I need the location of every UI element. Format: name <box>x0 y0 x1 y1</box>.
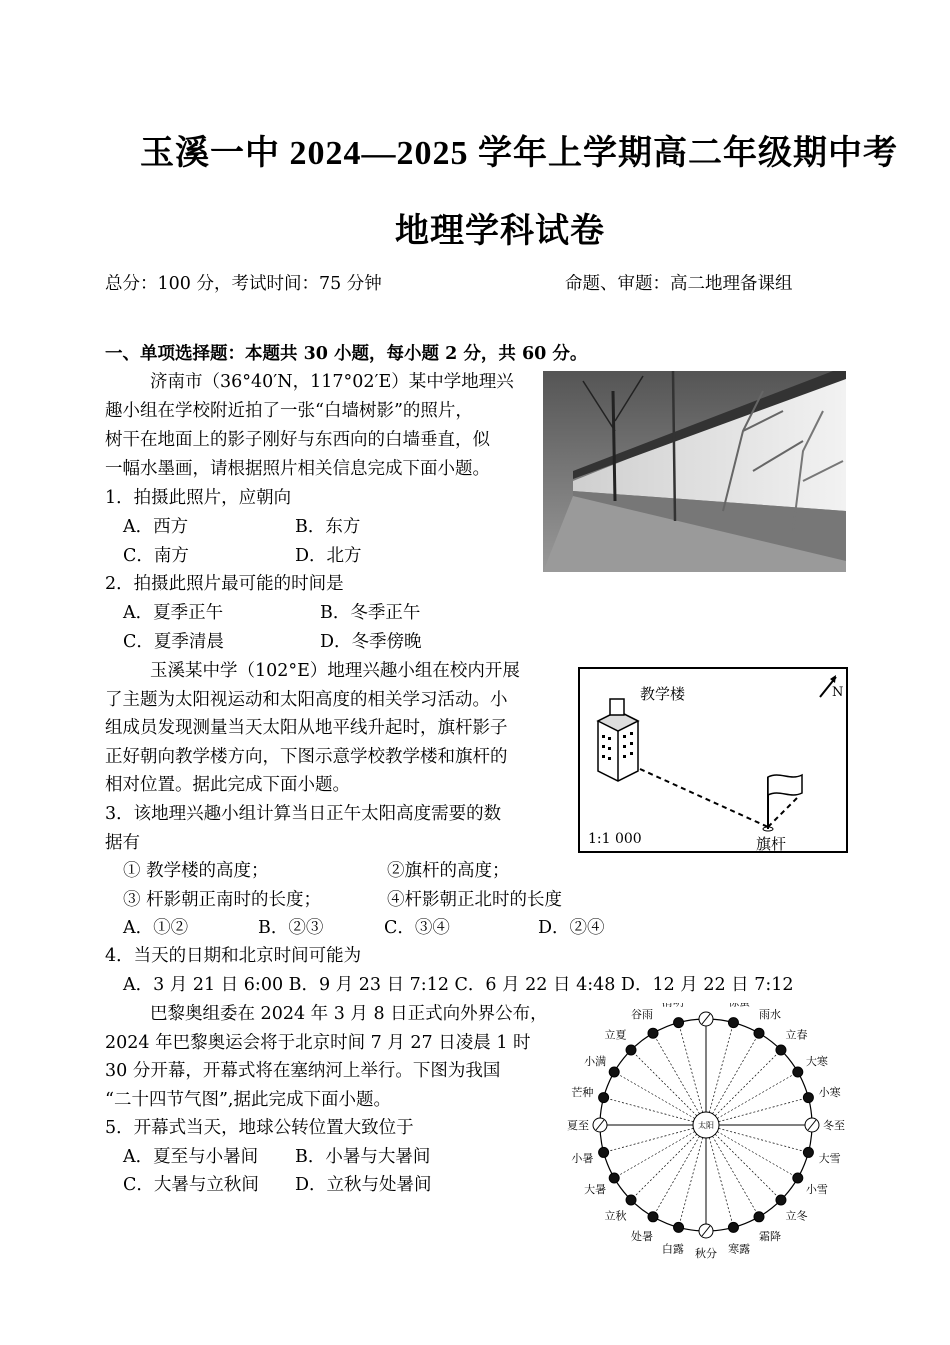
page-title: 玉溪一中 2024—2025 学年上学期高二年级期中考 <box>140 135 898 172</box>
authors-info: 命题、审题：高二地理备课组 <box>565 274 793 294</box>
term-label <box>728 1003 750 1008</box>
term-node <box>728 1018 738 1028</box>
q2-option-a: A．夏季正午 <box>123 603 224 623</box>
q1-option-c: C．南方 <box>123 546 189 566</box>
score-info: 总分：100 分，考试时间：75 分钟 <box>105 274 382 294</box>
passage3-line: 巴黎奥组委在 2024 年 3 月 8 日正式向外界公布， <box>150 1004 548 1024</box>
q2-option-d: D．冬季傍晚 <box>320 632 422 652</box>
flag-label: 旗杆 <box>756 835 787 853</box>
term-node <box>803 1147 813 1157</box>
passage2-line: 组成员发现测量当天太阳从地平线升起时，旗杆影子 <box>105 718 508 738</box>
q3-option-c: C．③④ <box>384 918 450 938</box>
term-label: 立春 <box>785 1028 808 1042</box>
term-node <box>728 1222 738 1232</box>
term-label: 小寒 <box>818 1085 841 1099</box>
term-node <box>626 1195 636 1205</box>
passage2-line: 玉溪某中学（102°E）地理兴趣小组在校内开展 <box>150 661 520 681</box>
q2-stem: 2．拍摄此照片最可能的时间是 <box>105 574 344 594</box>
term-node <box>776 1045 786 1055</box>
q3-option-a: A．①② <box>123 918 189 938</box>
term-label: 立夏 <box>604 1028 627 1042</box>
wall-shadow-photo <box>543 371 846 572</box>
q3-stem-cont: 据有 <box>105 833 140 853</box>
flag-icon <box>763 775 802 831</box>
term-node <box>776 1195 786 1205</box>
term-node <box>793 1173 803 1183</box>
term-label: 雨水 <box>759 1008 781 1022</box>
sun-label: 太阳 <box>698 1121 714 1130</box>
q5-option-a: A．夏至与小暑间 <box>123 1147 259 1167</box>
q1-option-b: B．东方 <box>295 517 361 537</box>
term-label: 立秋 <box>604 1209 627 1223</box>
q3-option-d: D．②④ <box>538 918 605 938</box>
term-node <box>754 1028 764 1038</box>
solar-terms-diagram <box>558 1003 858 1263</box>
term-node <box>609 1067 619 1077</box>
term-node <box>754 1212 764 1222</box>
term-spoke <box>715 1050 781 1116</box>
passage3-line: 2024 年巴黎奥运会将于北京时间 7 月 27 日凌晨 1 时 <box>105 1033 531 1053</box>
term-label: 谷雨 <box>631 1008 653 1022</box>
q3-option-b: B．②③ <box>258 918 324 938</box>
term-label: 大暑 <box>584 1183 607 1196</box>
term-node <box>599 1147 609 1157</box>
term-node <box>609 1173 619 1183</box>
term-label <box>662 1003 684 1008</box>
passage1-line: 一幅水墨画，请根据照片相关信息完成下面小题。 <box>105 459 490 479</box>
term-label: 小雪 <box>805 1183 828 1196</box>
scale-label: 1:1 000 <box>588 831 642 847</box>
q3-item-2: ②旗杆的高度； <box>387 861 510 881</box>
north-label: N <box>832 685 844 700</box>
section-heading: 一、单项选择题：本题共 30 小题，每小题 2 分，共 60 分。 <box>105 344 588 364</box>
q3-stem: 3．该地理兴趣小组计算当日正午太阳高度需要的数 <box>105 804 502 824</box>
term-label: 霜降 <box>759 1229 781 1243</box>
passage2-line: 相对位置。据此完成下面小题。 <box>105 775 350 795</box>
term-label: 白露 <box>661 1242 684 1256</box>
term-node <box>648 1028 658 1038</box>
q2-option-b: B．冬季正午 <box>320 603 421 623</box>
q4-stem: 4．当天的日期和北京时间可能为 <box>105 946 362 966</box>
q5-option-d: D．立秋与处暑间 <box>295 1175 432 1195</box>
term-node <box>803 1093 813 1103</box>
term-node <box>793 1067 803 1077</box>
passage3-line: 30 分开幕，开幕式将在塞纳河上举行。下图为我国 <box>105 1061 501 1081</box>
term-spoke <box>715 1134 781 1200</box>
term-label: 寒露 <box>728 1242 751 1256</box>
passage1-line: 趣小组在学校附近拍了一张“白墙树影”的照片， <box>105 401 473 421</box>
q5-option-b: B．小暑与大暑间 <box>295 1147 431 1167</box>
term-label: 小暑 <box>571 1152 594 1166</box>
term-label <box>695 1003 717 1004</box>
term-node <box>648 1212 658 1222</box>
term-label: 夏至 <box>567 1119 589 1132</box>
term-node <box>674 1222 684 1232</box>
term-node <box>674 1018 684 1028</box>
passage1-line: 济南市（36°40′N，117°02′E）某中学地理兴 <box>150 372 514 392</box>
term-label: 冬至 <box>823 1119 845 1132</box>
passage1-line: 树干在地面上的影子刚好与东西向的白墙垂直，似 <box>105 430 490 450</box>
building-label: 教学楼 <box>640 685 686 703</box>
passage2-line: 正好朝向教学楼方向，下图示意学校教学楼和旗杆的 <box>105 747 508 767</box>
term-label: 小满 <box>584 1055 607 1068</box>
term-spoke <box>631 1134 697 1200</box>
term-label: 立冬 <box>785 1209 808 1223</box>
passage3-line: “二十四节气图”,据此完成下面小题。 <box>105 1090 391 1110</box>
term-node <box>599 1093 609 1103</box>
q3-item-3: ③ 杆影朝正南时的长度； <box>123 890 322 910</box>
q3-item-4: ④杆影朝正北时的长度 <box>387 890 562 910</box>
q5-option-c: C．大暑与立秋间 <box>123 1175 259 1195</box>
term-label: 大寒 <box>805 1055 828 1068</box>
q1-option-d: D．北方 <box>295 546 362 566</box>
q1-stem: 1．拍摄此照片，应朝向 <box>105 488 292 508</box>
q2-option-c: C．夏季清晨 <box>123 632 224 652</box>
term-label: 秋分 <box>695 1247 717 1260</box>
q3-item-1: ① 教学楼的高度； <box>123 861 269 881</box>
term-spoke <box>631 1050 697 1116</box>
q5-stem: 5．开幕式当天，地球公转位置大致位于 <box>105 1118 414 1138</box>
q4-options: A．3 月 21 日 6:00 B．9 月 23 日 7:12 C．6 月 22 日 4:48 D．12 月 22 日 7:12 <box>123 975 794 995</box>
page-subtitle: 地理学科试卷 <box>395 213 605 250</box>
term-label: 芒种 <box>571 1085 594 1099</box>
term-label: 大雪 <box>818 1152 841 1166</box>
school-map <box>578 667 848 853</box>
passage2-line: 了主题为太阳视运动和太阳高度的相关学习活动。小 <box>105 690 508 710</box>
q1-option-a: A．西方 <box>123 517 189 537</box>
term-node <box>626 1045 636 1055</box>
building-icon <box>598 699 638 781</box>
term-label: 处暑 <box>631 1229 653 1243</box>
